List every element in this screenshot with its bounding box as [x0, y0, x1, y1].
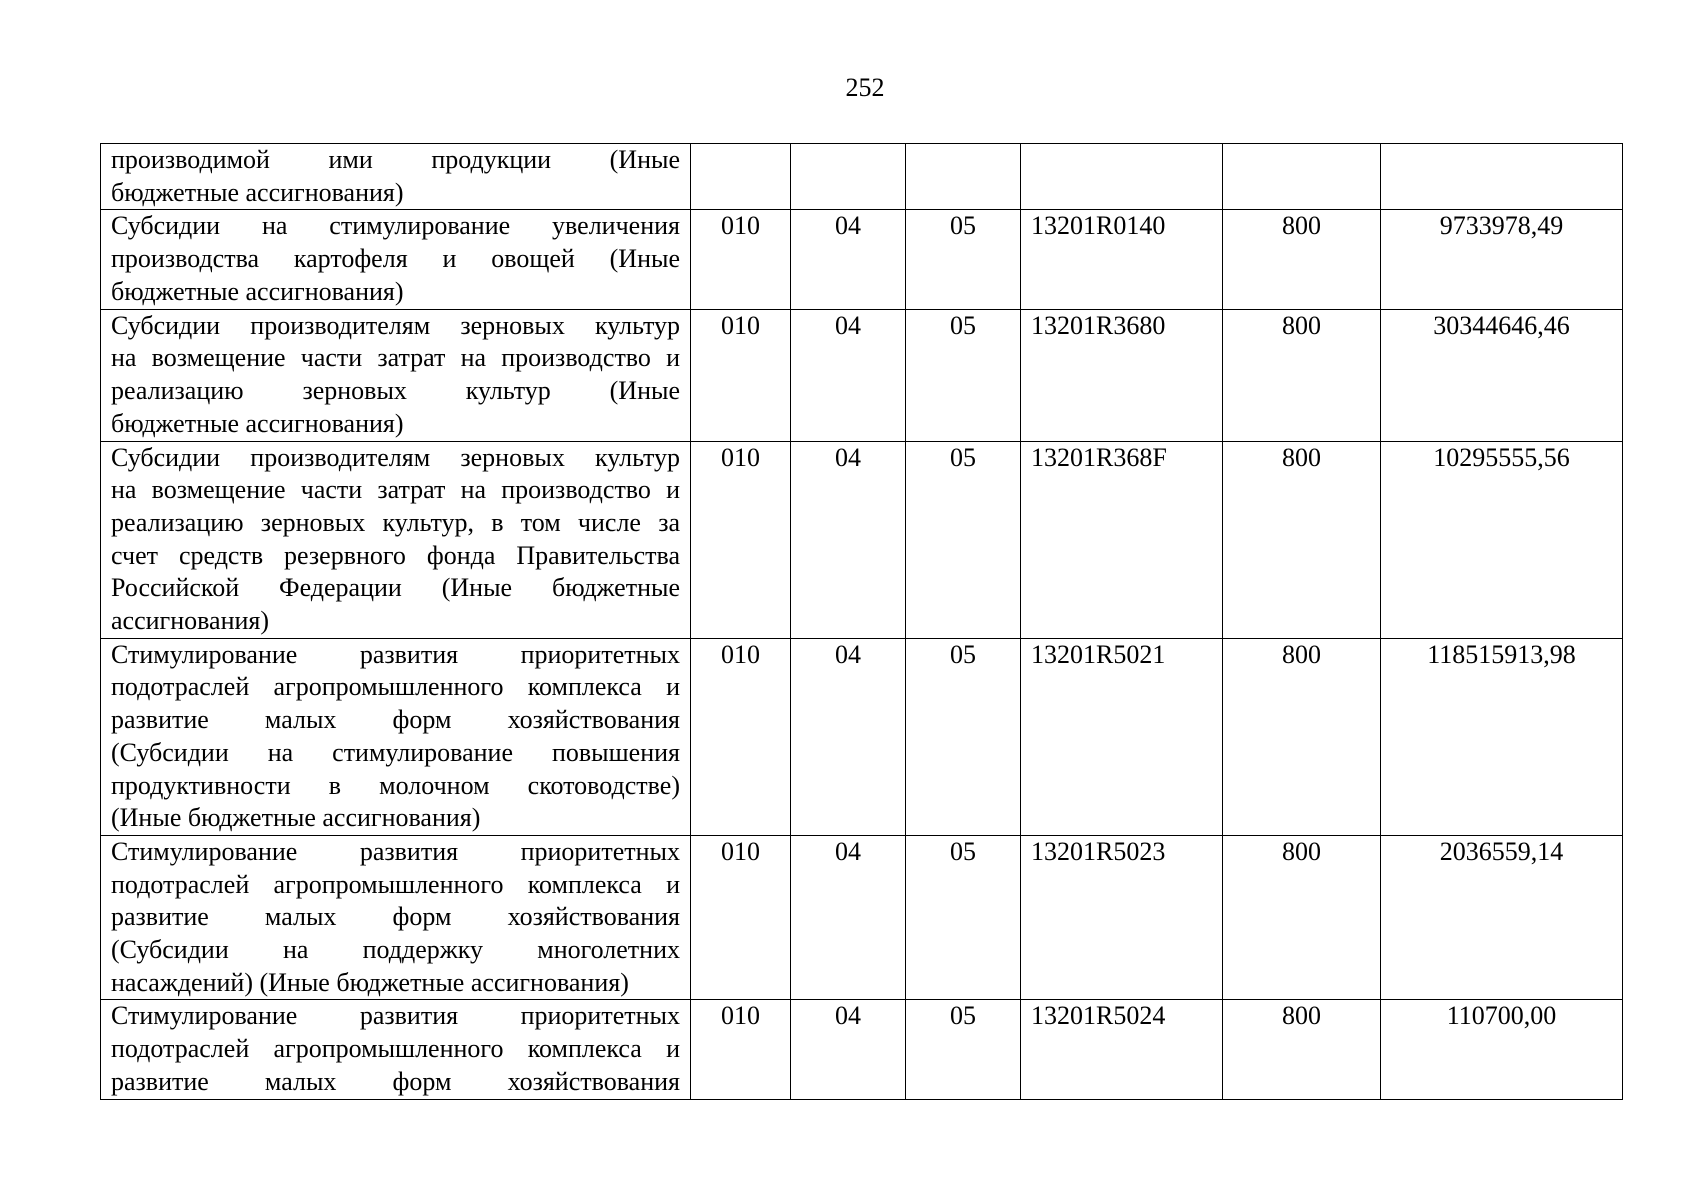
row-expense-type: 800	[1223, 309, 1381, 441]
description-line: реализацию зерновых культур (Иные	[111, 375, 680, 405]
row-amount	[1381, 144, 1623, 210]
description-line: развитие малых форм хозяйствования	[111, 902, 680, 932]
row-amount: 30344646,46	[1381, 309, 1623, 441]
description-line: подотраслей агропромышленного комплекса и	[111, 1034, 680, 1064]
description-line: бюджетные ассигнования)	[111, 276, 404, 306]
description-line: подотраслей агропромышленного комплекса и	[111, 672, 680, 702]
row-pr-code: 05	[906, 1000, 1021, 1099]
row-expense-type	[1223, 144, 1381, 210]
description-line: подотраслей агропромышленного комплекса и	[111, 869, 680, 899]
row-pr-code: 05	[906, 210, 1021, 309]
row-amount: 110700,00	[1381, 1000, 1623, 1099]
description-line: развитие малых форм хозяйствования	[111, 1066, 680, 1096]
description-line: (Субсидии на стимулирование повышения	[111, 737, 680, 767]
row-description	[101, 441, 691, 638]
row-expense-type: 800	[1223, 1000, 1381, 1099]
row-pr-code: 05	[906, 835, 1021, 1000]
row-target-code: 13201R5021	[1021, 638, 1223, 835]
row-expense-type: 800	[1223, 835, 1381, 1000]
description-line: реализацию зерновых культур, в том числе за	[111, 507, 680, 537]
description-line: Субсидии производителям зерновых культур	[111, 310, 680, 340]
description-line: Субсидии производителям зерновых культур	[111, 442, 680, 472]
description-line: Российской Федерации (Иные бюджетные	[111, 573, 680, 603]
row-description	[101, 210, 691, 309]
row-gr-code: 010	[691, 1000, 791, 1099]
description-line: Стимулирование развития приоритетных	[111, 836, 680, 866]
row-pr-code	[906, 144, 1021, 210]
table-row	[101, 638, 1623, 835]
row-expense-type: 800	[1223, 441, 1381, 638]
row-description	[101, 1000, 691, 1099]
row-description	[101, 638, 691, 835]
description-line: (Иные бюджетные ассигнования)	[111, 803, 481, 833]
row-rz-code: 04	[791, 309, 906, 441]
row-gr-code: 010	[691, 309, 791, 441]
row-gr-code: 010	[691, 210, 791, 309]
description-line: бюджетные ассигнования)	[111, 408, 404, 438]
row-gr-code: 010	[691, 638, 791, 835]
row-rz-code: 04	[791, 210, 906, 309]
row-gr-code	[691, 144, 791, 210]
row-amount: 2036559,14	[1381, 835, 1623, 1000]
row-rz-code: 04	[791, 441, 906, 638]
description-line: Стимулирование развития приоритетных	[111, 639, 680, 669]
description-line: счет средств резервного фонда Правительства	[111, 540, 680, 570]
row-description	[101, 309, 691, 441]
row-amount: 118515913,98	[1381, 638, 1623, 835]
row-description	[101, 835, 691, 1000]
description-line: Субсидии на стимулирование увеличения	[111, 211, 680, 241]
table-row	[101, 1000, 1623, 1099]
row-expense-type: 800	[1223, 210, 1381, 309]
row-target-code: 13201R368F	[1021, 441, 1223, 638]
description-line: производства картофеля и овощей (Иные	[111, 244, 680, 274]
description-line: (Субсидии на поддержку многолетних	[111, 935, 680, 965]
table-row	[101, 210, 1623, 309]
description-line: ассигнования)	[111, 606, 270, 636]
table-row	[101, 441, 1623, 638]
row-target-code: 13201R5023	[1021, 835, 1223, 1000]
description-line: продуктивности в молочном скотоводстве)	[111, 770, 680, 800]
row-target-code: 13201R3680	[1021, 309, 1223, 441]
row-target-code: 13201R0140	[1021, 210, 1223, 309]
description-line: Стимулирование развития приоритетных	[111, 1001, 680, 1031]
row-pr-code: 05	[906, 638, 1021, 835]
budget-table	[100, 143, 1623, 1100]
row-rz-code: 04	[791, 1000, 906, 1099]
description-line: на возмещение части затрат на производство и	[111, 343, 680, 373]
description-line: производимой ими продукции (Иные	[111, 145, 680, 174]
row-rz-code: 04	[791, 638, 906, 835]
description-line: насаждений) (Иные бюджетные ассигнования)	[111, 967, 629, 997]
row-gr-code: 010	[691, 835, 791, 1000]
table-row	[101, 309, 1623, 441]
description-line: на возмещение части затрат на производство и	[111, 475, 680, 505]
table-row	[101, 144, 1623, 210]
row-expense-type: 800	[1223, 638, 1381, 835]
row-description	[101, 144, 691, 210]
row-pr-code: 05	[906, 309, 1021, 441]
table-row	[101, 835, 1623, 1000]
row-target-code	[1021, 144, 1223, 210]
row-amount: 10295555,56	[1381, 441, 1623, 638]
description-line: развитие малых форм хозяйствования	[111, 705, 680, 735]
row-amount: 9733978,49	[1381, 210, 1623, 309]
row-pr-code: 05	[906, 441, 1021, 638]
budget-table-body	[101, 144, 1623, 1100]
row-gr-code: 010	[691, 441, 791, 638]
description-line: бюджетные ассигнования)	[111, 177, 404, 207]
row-rz-code: 04	[791, 835, 906, 1000]
row-rz-code	[791, 144, 906, 210]
row-target-code: 13201R5024	[1021, 1000, 1223, 1099]
page-number: 252	[845, 73, 885, 102]
